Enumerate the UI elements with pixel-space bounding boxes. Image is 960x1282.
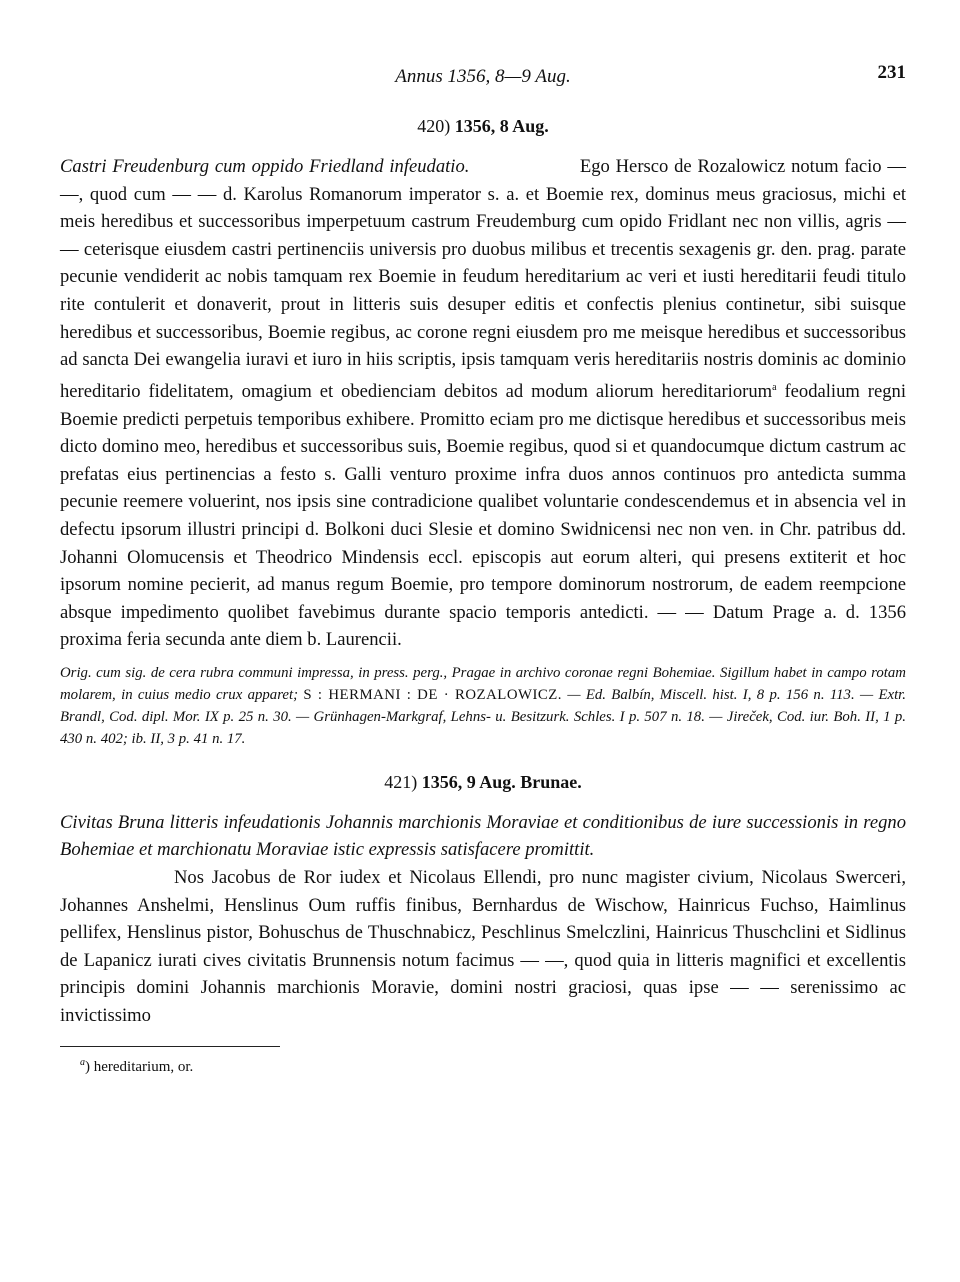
document-420-text (60, 153, 906, 654)
running-head (60, 60, 906, 94)
page (60, 60, 906, 1077)
heading-number: 420) (417, 116, 451, 136)
document-heading-421 (60, 772, 906, 793)
heading-date: 1356, 8 Aug. (454, 116, 549, 136)
notes-part-b: — Ed. Balbín, Miscell. hist. I, 8 p. 156 n. 113. — Extr. Brandl, Cod. dipl. Mor. IX p. 25 n. 30. — Grünhagen-Markgraf, Lehns- u. Besitzurk. Schles. I p. 507 n. 18. — Jireček, Cod. iur. Boh. II, 1 p. 430 n. 402; ib. II, 3 p. 41 n. 17. (60, 686, 907, 747)
seal-legend: S : HERMANI : DE · ROZALOWICZ. (303, 686, 563, 703)
footnote-mark: a (80, 1056, 85, 1068)
running-title: Annus 1356, 8—9 Aug. (395, 66, 571, 87)
heading-number: 421) (384, 771, 418, 792)
heading-date: 1356, 9 Aug. Brunae. (421, 771, 582, 792)
footnote: $^a$) hereditarium, or. (80, 1056, 194, 1075)
source-notes-420 (60, 662, 906, 750)
document-heading-420 (60, 116, 906, 137)
regest-420: Castri Freudenburg cum oppido Friedland infeudatio. (60, 156, 470, 177)
footnote-rule (60, 1046, 280, 1047)
charter-text-420-cont: feodalium regni Boemie predicti perpetuis temporibus exhibere. Promitto eciam pro me dictisque heredibus et successoribus meis dicto domino meo, heredibus et successoribus suis, Boemie regibus, quod si et quandocumque dictum castrum ac prefatas eius pertinencias a festo s. Galli venturo proxime infra duos annos continuos pro antedicta summa pecunie reemere voluerint, nos ipsis sine contradicione qualibet voluntarie condescendemus et in absencia vel in defectu ipsorum illustri principi d. Bolkoni duci Slesie et domino Swidnicensi nec non ven. in Chr. patribus dd. Johanni Olomucensis et Theodrico Mindensis eccl. episcopis aut eorum alteri, qui presens extiterit et hoc ipsorum nomine pecierit, ad manus regum Boemie, pro tempore dominorum nostrorum, de eadem reempcione absque impedimento quolibet favebimus durante spacio temporis antedicti. — — Datum Prage a. d. 1356 proxima feria secunda ante diem b. Laurencii. (60, 380, 906, 651)
footnote-text: hereditarium, or. (93, 1058, 194, 1075)
charter-text-420: Ego Hersco de Rozalowicz notum facio — —, quod cum — — d. Karolus Romanorum imperator s. a. et Boemie rex, dominus meus graciosus, michi et meis heredibus et successoribus imperpetuum castrum Freudemburg cum opido Fridlant nec non villis, agris — — ceterisque eiusdem castri pertinenciis universis pro duobus milibus et trecentis sexagenis gr. den. prag. parate pecunie vendiderit ac nobis tamquam rex Boemie in feudum hereditarium ac veri et iusti hereditarii feudi titulo rite contulerit et donaverit, prout in litteris suis desuper editis et confectis plenius continetur, sibi suisque heredibus et successoribus, Boemie regibus, ac corone regni eiusdem pro me meisque heredibus et successoribus ad sancta Dei ewangelia iuravi et iuro in hiis scriptis, ipsis tamquam veris hereditariis nostris dominis ac dominio hereditario fidelitatem, omagium et obedienciam debitos ad modum aliorum hereditariorum (60, 156, 907, 402)
regest-421: Civitas Bruna litteris infeudationis Johannis marchionis Moraviae et conditionibus de iure successionis in regno Bohemiae et marchionatu Moraviae istic expressis satisfacere promittit. (60, 811, 906, 861)
page-number: 231 (877, 62, 906, 83)
footnote-marker: a (772, 381, 777, 393)
charter-text-421: Nos Jacobus de Ror iudex et Nicolaus Ellendi, pro nunc magister civium, Nicolaus Swerceri, Johannes Anshelmi, Henslinus Oum ruffis finibus, Bernhardus de Wischow, Hainricus Fuchso, Haimlinus pellifex, Henslinus pistor, Bohuschus de Thuschnabicz, Peschlinus Smelczlini, Hainricus Thuschclini et Sidlinus de Lapanicz iurati cives civitatis Brunnensis notum facimus — —, quod quia in litteris magnifici et excellentis principis domini Johannis marchionis Moravie, domini nostri graciosi, quas ipse — — serenissimo ac invictissimo (60, 867, 906, 1027)
notes-part-a: Orig. cum sig. de cera rubra communi impressa, in press. perg., Pragae in archivo coronae regni Bohemiae. Sigillum habet in campo rotam molarem, in cuius medio crux apparet; (60, 664, 906, 703)
